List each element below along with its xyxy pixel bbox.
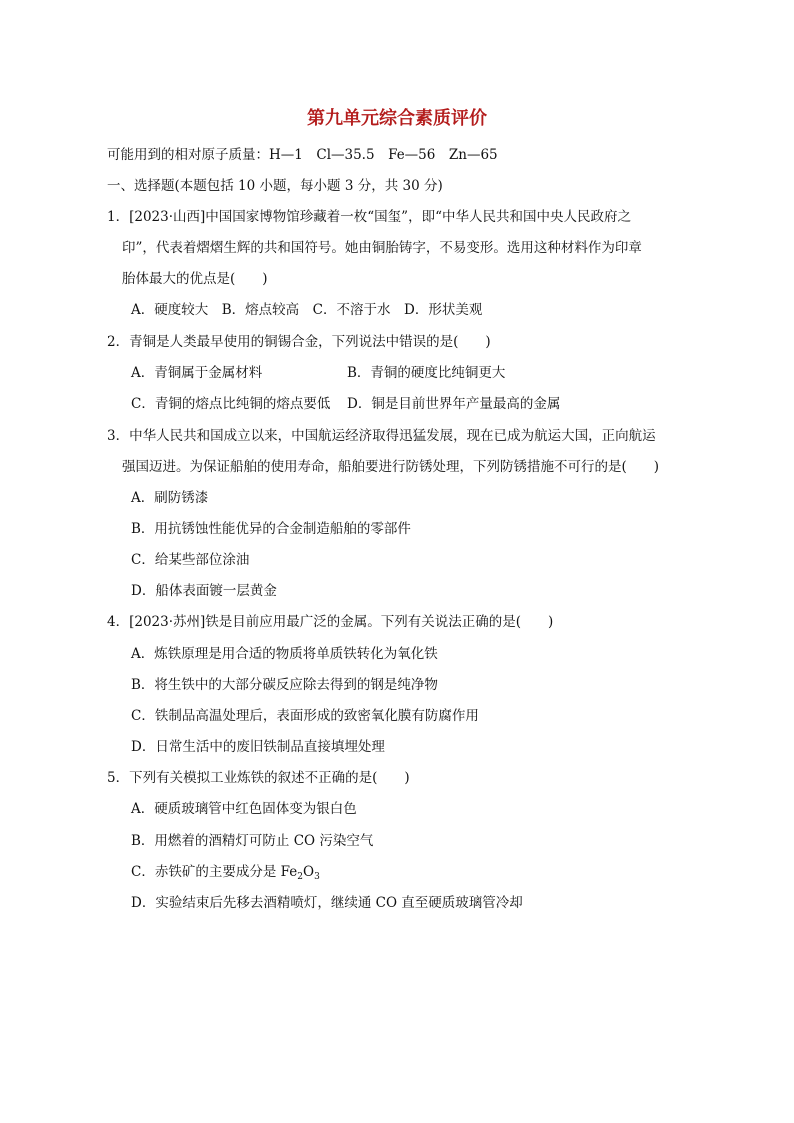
question-2-option-b: B．青铜的硬度比纯铜更大 xyxy=(347,365,506,381)
question-5-stem: 5．下列有关模拟工业炼铁的叙述不正确的是( ) xyxy=(107,770,410,786)
question-3-line-2: 强国迈进。为保证船舶的使用寿命，船舶要进行防锈处理，下列防锈措施不可行的是( ) xyxy=(122,459,660,475)
question-1-options: A．硬度较大 B．熔点较高 C．不溶于水 D．形状美观 xyxy=(131,302,483,318)
question-1-line-3: 胎体最大的优点是( ) xyxy=(122,271,268,287)
question-5-option-d: D．实验结束后先移去酒精喷灯，继续通 CO 直至硬质玻璃管冷却 xyxy=(131,895,523,911)
question-3-line-1: 3．中华人民共和国成立以来，中国航运经济取得迅猛发展，现在已成为航运大国，正向航运 xyxy=(107,428,656,444)
question-5-option-c xyxy=(131,863,320,886)
question-3-option-a: A．刷防锈漆 xyxy=(131,490,209,506)
atomic-mass-note: 可能用到的相对原子质量：H—1 Cl—35.5 Fe—56 Zn—65 xyxy=(107,147,498,163)
question-4-option-b: B．将生铁中的大部分碳反应除去得到的钢是纯净物 xyxy=(131,677,438,693)
question-3-option-b: B．用抗锈蚀性能优异的合金制造船舶的零部件 xyxy=(131,521,411,537)
question-2-stem: 2．青铜是人类最早使用的铜锡合金，下列说法中错误的是( ) xyxy=(107,334,491,350)
question-1-line-1: 1．[2023·山西]中国国家博物馆珍藏着一枚“国玺”，即“中华人民共和国中央人民政府之 xyxy=(107,209,631,225)
question-2-options-row-2 xyxy=(131,395,560,413)
formula-oxygen: O xyxy=(302,864,315,880)
question-2-option-a: A．青铜属于金属材料 xyxy=(131,365,263,381)
question-3-option-c: C．给某些部位涂油 xyxy=(131,552,250,568)
question-4-stem: 4．[2023·苏州]铁是目前应用最广泛的金属。下列有关说法正确的是( ) xyxy=(107,614,554,630)
question-4-option-a: A．炼铁原理是用合适的物质将单质铁转化为氧化铁 xyxy=(131,646,438,662)
question-2-option-c: C．青铜的熔点比纯铜的熔点要低 xyxy=(131,396,331,412)
section-heading: 一、选择题(本题包括 10 小题，每小题 3 分，共 30 分) xyxy=(107,178,443,194)
question-3-option-d: D．船体表面镀一层黄金 xyxy=(131,583,277,599)
page-title: 第九单元综合素质评价 xyxy=(307,108,487,129)
question-5-option-c-text: C．赤铁矿的主要成分是 Fe xyxy=(131,864,298,880)
question-2-options-row-1 xyxy=(131,364,505,382)
question-4-option-d: D．日常生活中的废旧铁制品直接填埋处理 xyxy=(131,739,385,755)
formula-subscript-3: 3 xyxy=(314,872,320,882)
question-1-line-2: 印”，代表着熠熠生辉的共和国符号。她由铜胎铸字，不易变形。选用这种材料作为印章 xyxy=(122,240,642,256)
question-2-option-d: D．铜是目前世界年产量最高的金属 xyxy=(347,396,561,412)
question-4-option-c: C．铁制品高温处理后，表面形成的致密氧化膜有防腐作用 xyxy=(131,708,479,724)
question-5-option-a: A．硬质玻璃管中红色固体变为银白色 xyxy=(131,801,357,817)
question-5-option-b: B．用燃着的酒精灯可防止 CO 污染空气 xyxy=(131,833,374,849)
formula-subscript-2: 2 xyxy=(297,872,303,882)
